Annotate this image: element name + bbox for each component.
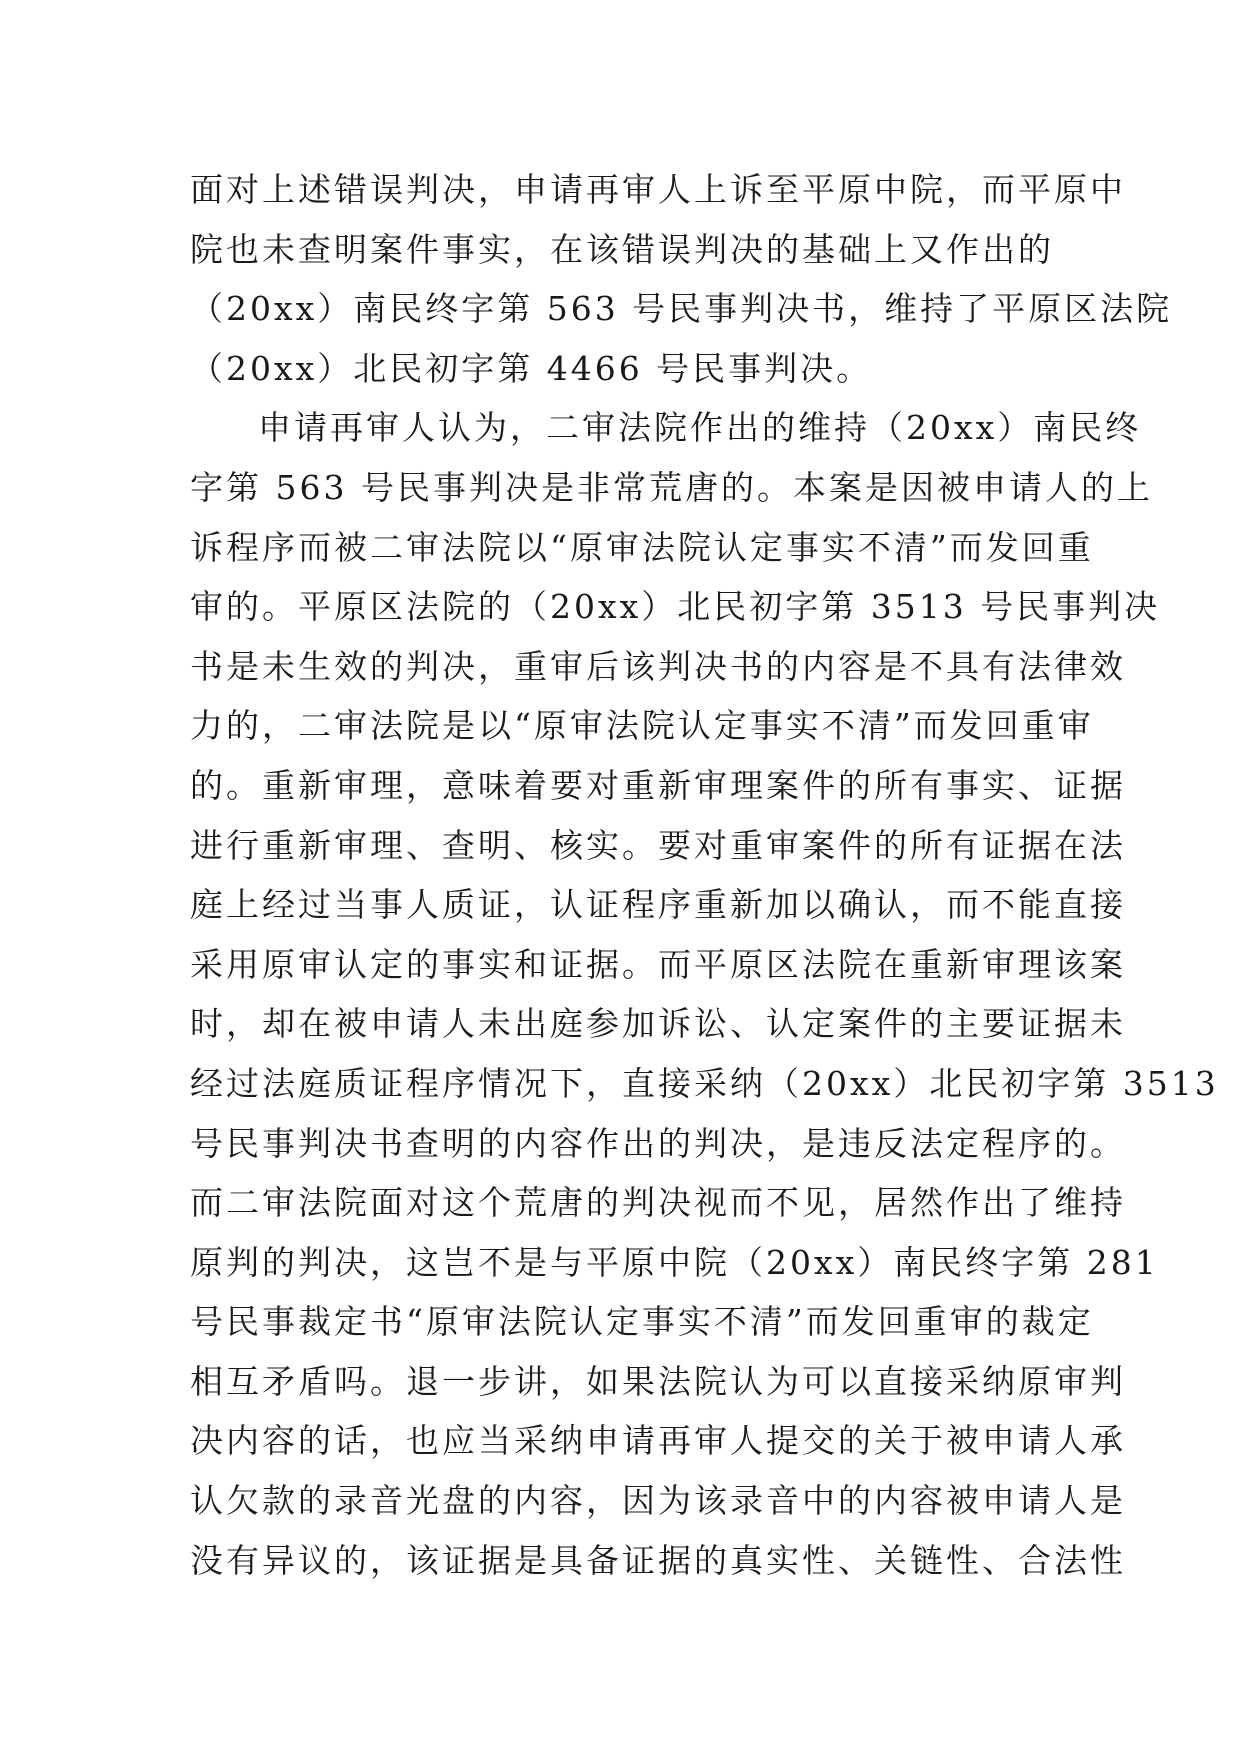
text-line: 书是未生效的判决，重审后该判决书的内容是不具有法律效	[190, 646, 1126, 686]
paragraph-first-line: 申请再审人认为，二审法院作出的维持（20xx）南民终	[258, 408, 1142, 448]
text-line: 审的。平原区法院的（20xx）北民初字第 3513 号民事判决	[190, 587, 1161, 627]
text-line: （20xx）北民初字第 4466 号民事判决。	[190, 348, 873, 388]
text-line: 时，却在被申请人未出庭参加诉讼、认定案件的主要证据未	[190, 1004, 1126, 1044]
text-line: 院也未查明案件事实，在该错误判决的基础上又作出的	[190, 229, 1054, 269]
text-line: 号民事裁定书“原审法院认定事实不清”而发回重审的裁定	[190, 1302, 1094, 1342]
text-line: 进行重新审理、查明、核实。要对重审案件的所有证据在法	[190, 825, 1126, 865]
text-line: （20xx）南民终字第 563 号民事判决书，维持了平原区法院	[190, 289, 1173, 329]
text-line: 决内容的话，也应当采纳申请再审人提交的关于被申请人承	[190, 1421, 1126, 1461]
text-line: 面对上述错误判决，申请再审人上诉至平原中院，而平原中	[190, 170, 1126, 209]
text-line: 而二审法院面对这个荒唐的判决视而不见，居然作出了维持	[190, 1183, 1126, 1223]
text-line: 认欠款的录音光盘的内容，因为该录音中的内容被申请人是	[190, 1481, 1126, 1521]
text-line: 相互矛盾吗。退一步讲，如果法院认为可以直接采纳原审判	[190, 1361, 1126, 1401]
document-body	[190, 160, 1219, 1590]
text-line: 的。重新审理，意味着要对重新审理案件的所有事实、证据	[190, 765, 1126, 805]
text-line: 字第 563 号民事判决是非常荒唐的。本案是因被申请人的上	[190, 467, 1153, 507]
text-line: 庭上经过当事人质证，认证程序重新加以确认，而不能直接	[190, 885, 1126, 925]
text-line: 号民事判决书查明的内容作出的判决，是违反法定程序的。	[190, 1123, 1126, 1163]
text-line: 原判的判决，这岂不是与平原中院（20xx）南民终字第 281	[190, 1242, 1159, 1282]
text-line: 诉程序而被二审法院以“原审法院认定事实不清”而发回重	[190, 527, 1094, 567]
text-line: 力的，二审法院是以“原审法院认定事实不清”而发回重审	[190, 706, 1094, 746]
text-line: 经过法庭质证程序情况下，直接采纳（20xx）北民初字第 3513	[190, 1063, 1219, 1103]
text-line: 采用原审认定的事实和证据。而平原区法院在重新审理该案	[190, 944, 1126, 984]
text-line: 没有异议的，该证据是具备证据的真实性、关链性、合法性	[190, 1540, 1126, 1580]
